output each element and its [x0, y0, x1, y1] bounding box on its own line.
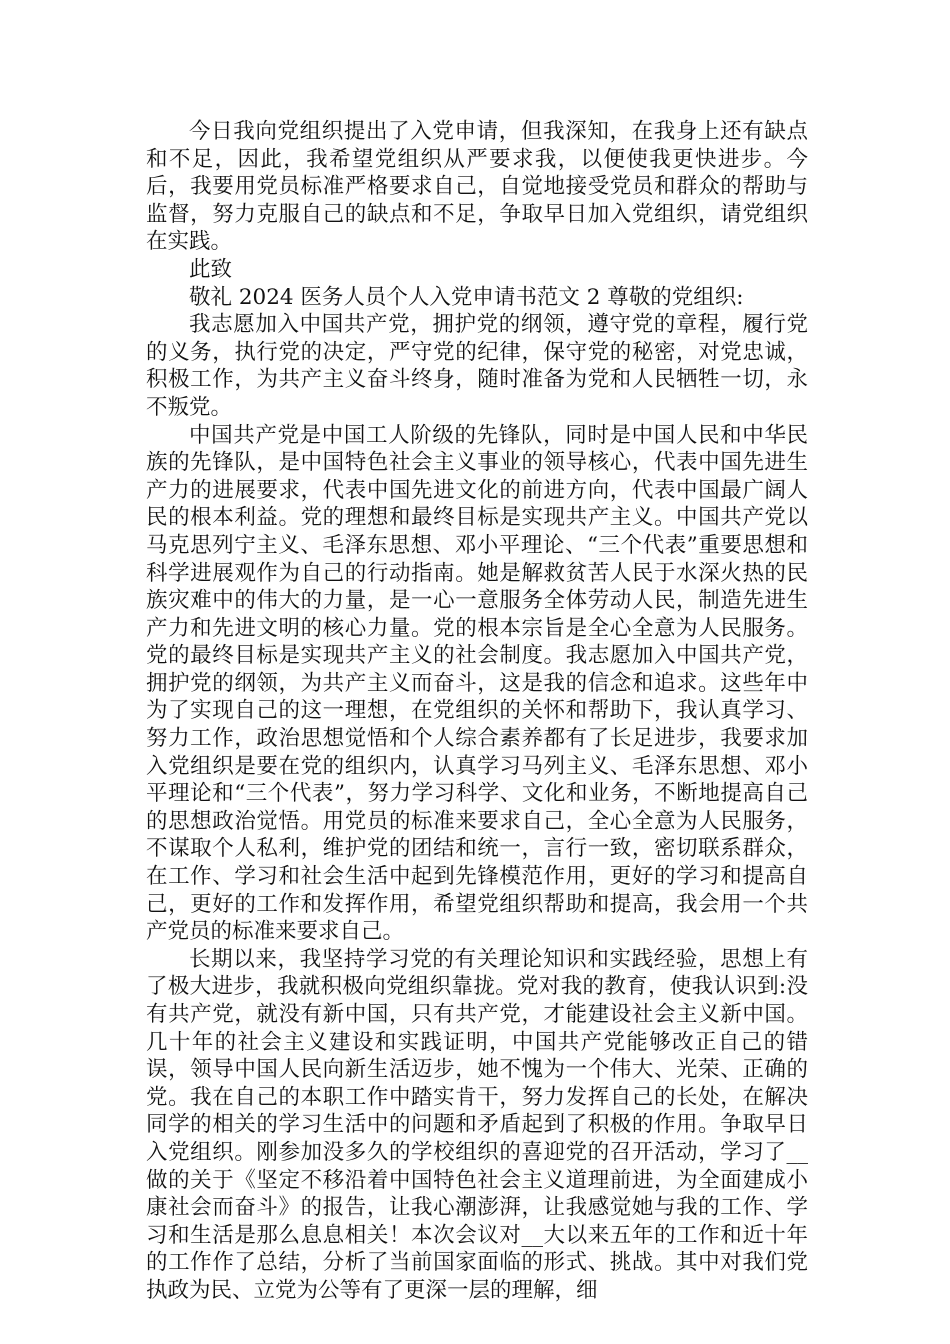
paragraph-party-description: 中国共产党是中国工人阶级的先锋队，同时是中国人民和中华民族的先锋队，是中国特色社会主义事业的领导核心，代表中国先进生产力的进展要求，代表中国先进文化的前进方向，代表中国最广阔人民的根本利益。党的理想和最终目标是实现共产主义。中国共产党以马克思列宁主义、毛泽东思想、邓小平理论、“三个代表”重要思想和科学进展观作为自己的行动指南。她是解救贫苦人民于水深火热的民族灾难中的伟大的力量，是一心一意服务全体劳动人民，制造先进生产力和先进文明的核心力量。党的根本宗旨是全心全意为人民服务。党的最终目标是实现共产主义的社会制度。我志愿加入中国共产党，拥护党的纲领，为共产主义而奋斗，这是我的信念和追求。这些年中为了实现自己的这一理想，在党组织的关怀和帮助下，我认真学习、努力工作，政治思想觉悟和个人综合素养都有了长足进步，我要求加入党组织是要在党的组织内，认真学习马列主义、毛泽东思想、邓小平理论和“三个代表”，努力学习科学、文化和业务，不断地提高自己的思想政治觉悟。用党员的标准来要求自己，全心全意为人民服务，不谋取个人私利，维护党的团结和统一，言行一致，密切联系群众，在工作、学习和社会生活中起到先锋模范作用，更好的学习和提高自己，更好的工作和发挥作用，希望党组织帮助和提高，我会用一个共产党员的标准来要求自己。: [146, 422, 808, 945]
paragraph-salutation-title: 敬礼 2024 医务人员个人入党申请书范文 2 尊敬的党组织:: [189, 284, 744, 310]
paragraph-application-intro: 今日我向党组织提出了入党申请，但我深知，在我身上还有缺点和不足，因此，我希望党组织从严要求我，以便使我更快进步。今后，我要用党员标准严格要求自己，自觉地接受党员和群众的帮助与监督，努力克服自己的缺点和不足，争取早日加入党组织，请党组织在实践。: [146, 119, 808, 255]
document-page: [146, 118, 808, 1305]
paragraph-closing: 此致: [189, 256, 233, 282]
paragraph-personal-progress: 长期以来，我坚持学习党的有关理论知识和实践经验，思想上有了极大进步，我就积极向党组织靠拢。党对我的教育，使我认识到:没有共产党，就没有新中国，只有共产党，才能建设社会主义新中国。几十年的社会主义建设和实践证明，中国共产党能够改正自己的错误，领导中国人民向新生活迈步，她不愧为一个伟大、光荣、正确的党。我在自己的本职工作中踏实肯干，努力发挥自己的长处，在解决同学的相关的学习生活中的问题和矛盾起到了积极的作用。争取早日入党组织。刚参加没多久的学校组织的喜迎党的召开活动，学习了__做的关于《坚定不移沿着中国特色社会主义道理前进，为全面建成小康社会而奋斗》的报告，让我心潮澎湃，让我感觉她与我的工作、学习和生活是那么息息相关！本次会议对__大以来五年的工作和近十年的工作作了总结，分析了当前国家面临的形式、挑战。其中对我们党执政为民、立党为公等有了更深一层的理解，细: [146, 946, 808, 1303]
paragraph-pledge: 我志愿加入中国共产党，拥护党的纲领，遵守党的章程，履行党的义务，执行党的决定，严守党的纪律，保守党的秘密，对党忠诚，积极工作，为共产主义奋斗终身，随时准备为党和人民牺牲一切，永不叛党。: [146, 312, 808, 420]
